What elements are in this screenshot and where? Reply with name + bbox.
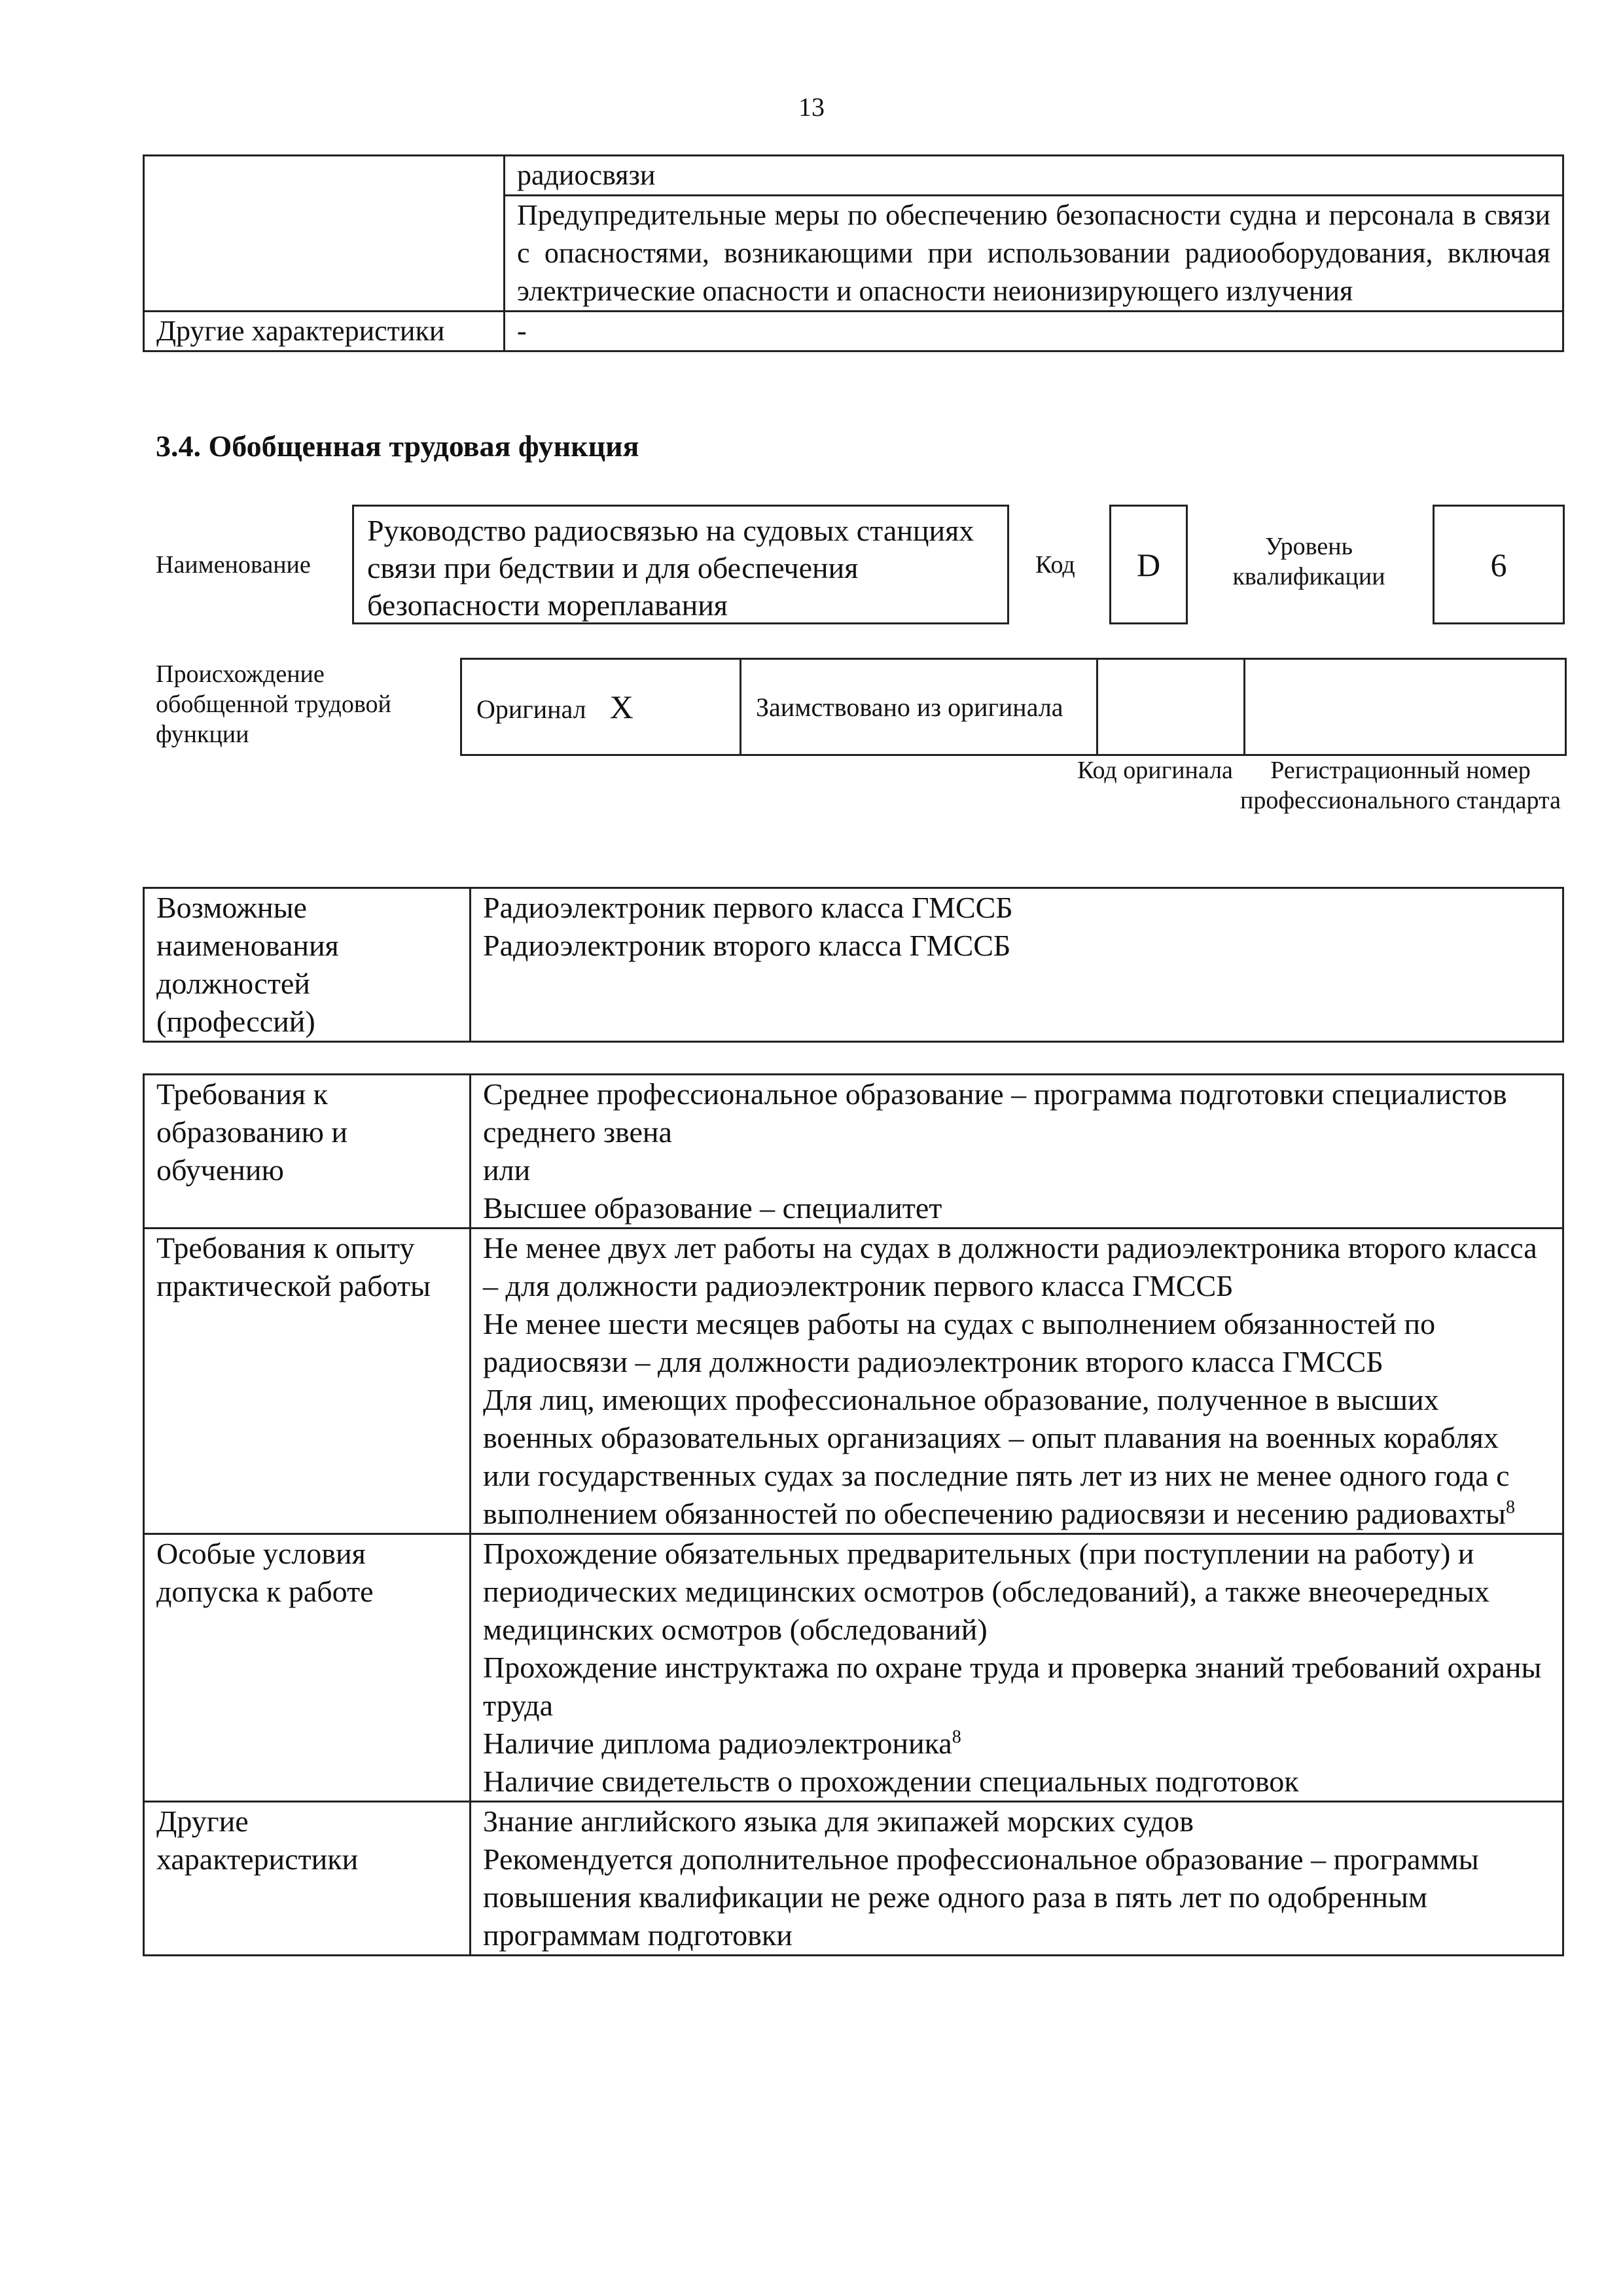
admission-label: Особые условия допуска к работе <box>144 1534 471 1802</box>
code-label: Код <box>1035 551 1075 579</box>
code-original-caption: Код оригинала <box>1077 757 1233 784</box>
original-mark: X <box>609 689 633 725</box>
table-row <box>144 312 1563 351</box>
requirement-line: Не менее шести месяцев работы на судах с выполнением обязанностей по радиосвязи – для должности радиоэлектроник второго класса ГМССБ <box>483 1307 1436 1378</box>
origin-label: Происхождение обобщенной трудовой функции <box>156 660 391 748</box>
requirement-line: Рекомендуется дополнительное профессиональное образование – программы повышения квалификации не реже одного раза в пять лет по одобренным программам подготовки <box>483 1842 1479 1952</box>
page-number: 13 <box>798 92 825 122</box>
footnote-mark: 8 <box>1505 1497 1515 1518</box>
admission-values <box>471 1534 1563 1802</box>
footnote-mark: 8 <box>952 1727 961 1748</box>
table-row <box>144 1075 1563 1229</box>
original-label: Оригинал <box>476 694 586 724</box>
function-name-box: Руководство радиосвязью на судовых станциях связи при бедствии и для обеспечения безопасности мореплавания <box>352 505 1009 624</box>
requirement-line: Знание английского языка для экипажей морских судов <box>483 1804 1194 1838</box>
requirement-line: Прохождение инструктажа по охране труда и проверка знаний требований охраны труда <box>483 1651 1542 1722</box>
other-values <box>471 1802 1563 1956</box>
table-row <box>144 888 1563 1042</box>
requirement-text: Наличие диплома радиоэлектроника <box>483 1727 952 1760</box>
borrowed-label: Заимствовано из оригинала <box>741 659 1097 755</box>
table-row <box>144 1229 1563 1534</box>
other-characteristics-label: Другие характеристики <box>144 312 505 351</box>
name-label: Наименование <box>156 551 311 579</box>
experience-label: Требования к опыту практической работы <box>144 1229 471 1534</box>
reg-number-cell <box>1245 659 1566 755</box>
continued-text: радиосвязи <box>505 156 1563 196</box>
empty-label-cell <box>144 156 505 312</box>
requirement-line: Наличие свидетельств о прохождении специальных подготовок <box>483 1765 1299 1798</box>
qualification-level-box: 6 <box>1433 505 1565 624</box>
requirement-line: Высшее образование – специалитет <box>483 1191 942 1225</box>
education-values <box>471 1075 1563 1229</box>
requirement-line <box>483 1381 1550 1533</box>
requirement-line: Не менее двух лет работы на судах в должности радиоэлектроника второго класса – для должности радиоэлектроник первого класса ГМССБ <box>483 1231 1537 1302</box>
table-row <box>461 659 1566 755</box>
positions-table <box>143 887 1564 1043</box>
table-row <box>144 156 1563 196</box>
origin-table <box>460 658 1567 756</box>
requirement-line: или <box>483 1153 531 1187</box>
code-original-cell <box>1097 659 1245 755</box>
requirement-text: Для лиц, имеющих профессиональное образование, полученное в высших военных образовательных организациях – опыт плавания на военных кораблях или государственных судах за последние пять лет из них не менее одного года с выполнением обязанностей по обеспечению радиосвязи и несению радиовахты <box>483 1383 1510 1530</box>
section-title: 3.4. Обобщенная трудовая функция <box>156 429 639 463</box>
safety-paragraph: Предупредительные меры по обеспечению безопасности судна и персонала в связи с опасностями, возникающими при использовании радиооборудования, включая электрические опасности и опасности неионизирующего излучения <box>505 196 1563 312</box>
code-value-box: D <box>1109 505 1188 624</box>
position-item: Радиоэлектроник первого класса ГМССБ <box>483 891 1013 924</box>
table-row <box>144 1802 1563 1956</box>
original-cell <box>461 659 741 755</box>
positions-values <box>471 888 1563 1042</box>
table-row <box>144 1534 1563 1802</box>
position-item: Радиоэлектроник второго класса ГМССБ <box>483 929 1011 962</box>
qualification-level-label: Уровень квалификации <box>1232 533 1385 590</box>
requirement-line: Прохождение обязательных предварительных (при поступлении на работу) и периодических медицинских осмотров (обследований), а также внеочередных медицинских осмотров (обследований) <box>483 1537 1489 1646</box>
positions-label: Возможные наименования должностей (профессий) <box>144 888 471 1042</box>
continued-table <box>143 154 1564 352</box>
other-characteristics-value: - <box>505 312 1563 351</box>
other-label: Другие характеристики <box>144 1802 471 1956</box>
requirement-line: Среднее профессиональное образование – программа подготовки специалистов среднего звена <box>483 1077 1507 1149</box>
experience-values <box>471 1229 1563 1534</box>
requirement-line <box>483 1725 1550 1763</box>
requirements-table <box>143 1073 1564 1956</box>
registration-number-caption: Регистрационный номер профессионального стандарта <box>1240 757 1561 814</box>
education-label: Требования к образованию и обучению <box>144 1075 471 1229</box>
